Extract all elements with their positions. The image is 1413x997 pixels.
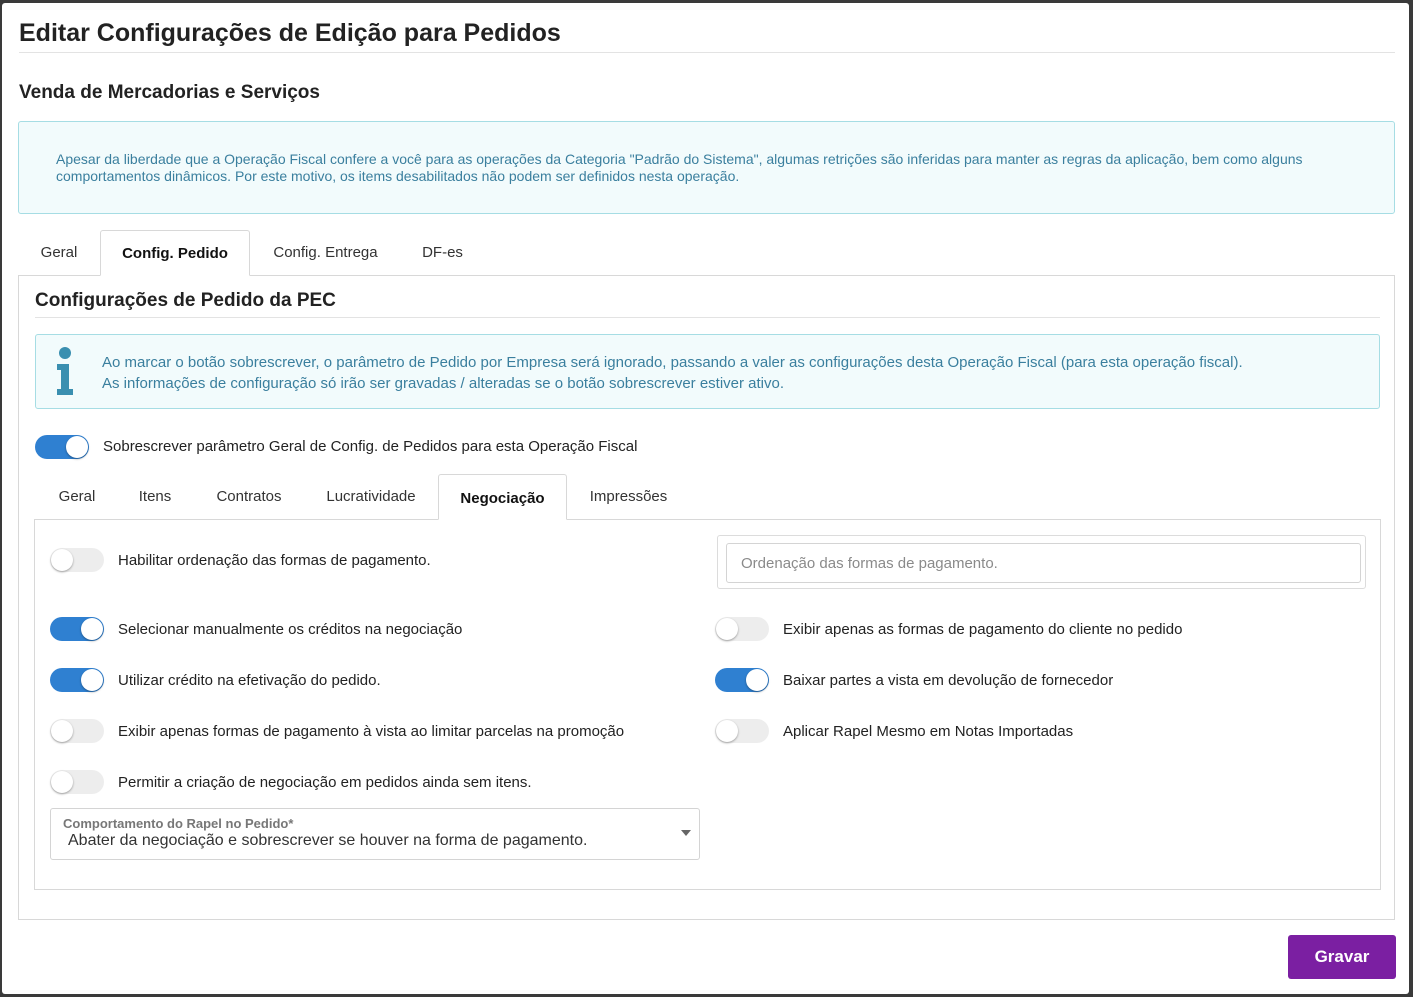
label-utilizar-credito: Utilizar crédito na efetivação do pedido.	[118, 672, 381, 689]
notice-alert	[18, 121, 1395, 214]
rapel-select-label: Comportamento do Rapel no Pedido*	[63, 816, 294, 831]
section-title: Configurações de Pedido da PEC	[35, 290, 336, 311]
toggle-knob	[716, 720, 738, 742]
info-text	[102, 352, 1243, 394]
toggle-utilizar-credito[interactable]	[50, 668, 104, 692]
label-permitir-sem-itens: Permitir a criação de negociação em pedidos ainda sem itens.	[118, 774, 532, 791]
toggle-baixar-partes[interactable]	[715, 668, 769, 692]
toggle-knob	[66, 436, 88, 458]
toggle-knob	[51, 771, 73, 793]
subtab-negociacao[interactable]: Negociação	[438, 474, 567, 520]
toggle-knob	[51, 720, 73, 742]
section-divider	[35, 317, 1380, 318]
toggle-knob	[716, 618, 738, 640]
tab-config-pedido[interactable]: Config. Pedido	[100, 230, 250, 276]
override-toggle[interactable]	[35, 435, 89, 459]
negociacao-panel	[34, 519, 1381, 890]
info-alert	[35, 334, 1380, 409]
toggle-selecionar-creditos[interactable]	[50, 617, 104, 641]
label-exibir-a-vista: Exibir apenas formas de pagamento à vista ao limitar parcelas na promoção	[118, 723, 625, 740]
info-line-2: As informações de configuração só irão ser gravadas / alteradas se o botão sobrescrever estiver ativo.	[102, 375, 785, 392]
label-aplicar-rapel: Aplicar Rapel Mesmo em Notas Importadas	[783, 723, 1074, 740]
rapel-select-value: Abater da negociação e sobrescrever se houver na forma de pagamento.	[68, 832, 588, 849]
subtab-contratos[interactable]: Contratos	[216, 488, 282, 505]
tab-geral[interactable]: Geral	[40, 244, 78, 261]
toggle-aplicar-rapel[interactable]	[715, 719, 769, 743]
label-exibir-formas-cliente: Exibir apenas as formas de pagamento do cliente no pedido	[783, 621, 1183, 638]
info-icon	[54, 347, 76, 395]
override-label: Sobrescrever parâmetro Geral de Config. de Pedidos para esta Operação Fiscal	[103, 438, 638, 455]
label-habilitar-ordenacao: Habilitar ordenação das formas de pagamento.	[118, 552, 431, 569]
dialog-title: Editar Configurações de Edição para Pedidos	[19, 19, 561, 47]
toggle-exibir-formas-cliente[interactable]	[715, 617, 769, 641]
subtab-impressoes[interactable]: Impressões	[589, 488, 668, 505]
toggle-permitir-sem-itens[interactable]	[50, 770, 104, 794]
tab-config-entrega[interactable]: Config. Entrega	[273, 244, 378, 261]
ordenacao-input[interactable]	[726, 543, 1361, 583]
subtab-itens[interactable]: Itens	[138, 488, 172, 505]
label-baixar-partes: Baixar partes a vista em devolução de fornecedor	[783, 672, 1114, 689]
tab-df-es[interactable]: DF-es	[422, 244, 463, 261]
toggle-knob	[81, 669, 103, 691]
order-input-wrapper	[717, 535, 1366, 589]
dialog-subtitle: Venda de Mercadorias e Serviços	[19, 82, 320, 103]
title-divider	[19, 52, 1395, 53]
label-selecionar-creditos: Selecionar manualmente os créditos na negociação	[118, 621, 463, 638]
subtab-lucratividade[interactable]: Lucratividade	[326, 488, 416, 505]
edit-dialog	[2, 3, 1409, 994]
save-button[interactable]: Gravar	[1288, 935, 1396, 979]
toggle-exibir-a-vista[interactable]	[50, 719, 104, 743]
config-pedido-panel	[18, 275, 1395, 920]
subtab-geral[interactable]: Geral	[58, 488, 96, 505]
toggle-knob	[81, 618, 103, 640]
toggle-knob	[746, 669, 768, 691]
rapel-select[interactable]	[50, 808, 700, 860]
notice-text: Apesar da liberdade que a Operação Fiscal confere a você para as operações da Categoria "Padrão do Sistema", algumas retrições são inferidas para manter as regras da aplicação, bem como alguns comportamentos dinâmicos. Por este motivo, os items desabilitados não podem ser definidos nesta operação.	[56, 151, 1303, 184]
info-line-1: Ao marcar o botão sobrescrever, o parâmetro de Pedido por Empresa será ignorado, passando a valer as configurações desta Operação Fiscal (para esta operação fiscal).	[102, 354, 1243, 371]
toggle-habilitar-ordenacao[interactable]	[50, 548, 104, 572]
chevron-down-icon	[681, 830, 691, 836]
toggle-knob	[51, 549, 73, 571]
